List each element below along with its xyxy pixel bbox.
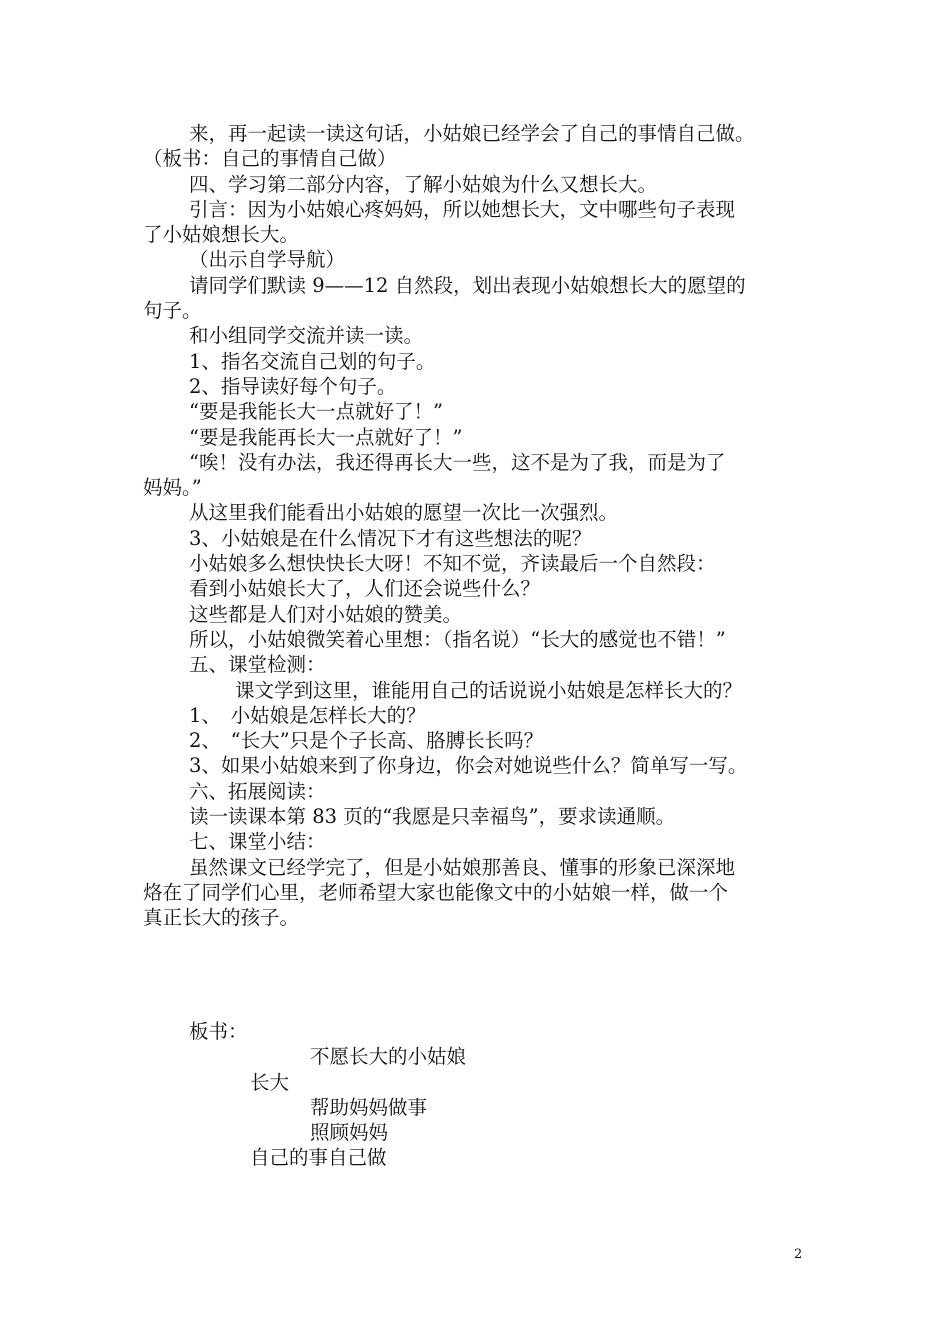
text-line: 3、小姑娘是在什么情况下才有这些想法的呢？	[189, 526, 592, 550]
text-line: 四、学习第二部分内容，了解小姑娘为什么又想长大。	[189, 172, 658, 196]
text-line: 这些都是人们对小姑娘的赞美。	[189, 602, 463, 626]
board-item-care-mom: 照顾妈妈	[310, 1121, 389, 1145]
text-line: 来，再一起读一读这句话，小姑娘已经学会了自己的事情自己做。	[189, 122, 755, 145]
text-line: 2、指导读好每个句子。	[189, 374, 397, 398]
board-title: 不愿长大的小姑娘	[310, 1045, 467, 1069]
text-line: （板书：自己的事情自己做）	[143, 147, 397, 171]
board-left-heading: 长大	[250, 1070, 290, 1094]
text-line: 课文学到这里，谁能用自己的话说说小姑娘是怎样长大的？	[235, 678, 743, 702]
text-line: 读一读课本第 83 页的“我愿是只幸福鸟”，要求读通顺。	[189, 805, 676, 829]
text-line: “要是我能再长大一点就好了！”	[189, 425, 463, 449]
text-line: 引言：因为小姑娘心疼妈妈，所以她想长大，文中哪些句子表现	[189, 197, 736, 221]
page-number: 2	[794, 1247, 803, 1262]
text-line: 句子。	[143, 299, 202, 323]
text-line: 从这里我们能看出小姑娘的愿望一次比一次强烈。	[189, 501, 619, 525]
text-line: 真正长大的孩子。	[143, 906, 300, 930]
text-line: 虽然课文已经学完了，但是小姑娘那善良、懂事的形象已深深地	[189, 855, 736, 879]
text-line: 小姑娘多么想快快长大呀！不知不觉，齐读最后一个自然段：	[189, 552, 716, 576]
board-label: 板书：	[189, 1020, 248, 1043]
text-line: 看到小姑娘长大了，人们还会说些什么？	[189, 577, 541, 601]
text-line: 烙在了同学们心里，老师希望大家也能像文中的小姑娘一样，做一个	[143, 880, 729, 904]
blackboard-outline	[143, 1019, 833, 1171]
text-line: 妈妈。”	[143, 476, 202, 500]
text-line: 所以，小姑娘微笑着心里想：（指名说）“长大的感觉也不错！”	[189, 627, 726, 651]
text-line: 1、 小姑娘是怎样长大的？	[189, 703, 426, 727]
text-line: 3、如果小姑娘来到了你身边，你会对她说些什么？简单写一写。	[189, 754, 748, 778]
text-line: 六、拓展阅读：	[189, 779, 326, 803]
text-line: 和小组同学交流并读一读。	[189, 324, 424, 348]
text-line: 了小姑娘想长大。	[143, 223, 300, 247]
text-line: 七、课堂小结：	[189, 830, 326, 854]
text-line: （出示自学导航）	[189, 248, 346, 272]
lesson-body-text	[143, 121, 833, 931]
text-line: 1、指名交流自己划的句子。	[189, 349, 436, 373]
board-item-help-mom: 帮助妈妈做事	[310, 1095, 428, 1119]
text-line: “唉！没有办法，我还得再长大一些，这不是为了我，而是为了	[189, 450, 726, 474]
text-line: “要是我能长大一点就好了！”	[189, 400, 443, 424]
board-bottom-line: 自己的事自己做	[250, 1146, 387, 1170]
text-line: 2、 “长大”只是个子长高、胳膊长长吗？	[189, 729, 544, 753]
text-line: 五、课堂检测：	[189, 653, 326, 677]
text-line: 请同学们默读 9——12 自然段，划出表现小姑娘想长大的愿望的	[189, 273, 746, 297]
